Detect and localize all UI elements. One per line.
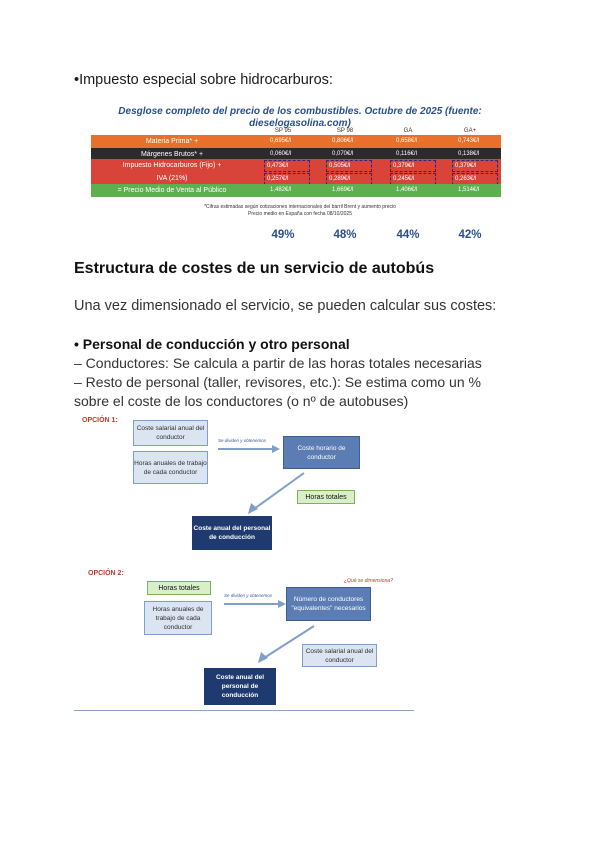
tax-percentage: 48% xyxy=(333,229,357,241)
cell: 0,695€/l xyxy=(270,138,292,144)
row-label: Márgenes Brutos* + xyxy=(140,151,204,158)
intro-bullet: •Impuesto especial sobre hidrocarburos: xyxy=(74,72,333,88)
section-title: Estructura de costes de un servicio de autobús xyxy=(74,260,435,277)
fuel-table-title-line1: Desglose completo del precio de los combustibles. Octubre de 2025 (fuente: xyxy=(118,106,482,117)
row-label: = Precio Medio de Venta al Público xyxy=(117,187,227,194)
personnel-line-rest: – Resto de personal (taller, revisores, etc.): Se estima como un % xyxy=(74,374,481,390)
cell: 0,379€/l xyxy=(390,160,436,172)
cell: 0,473€/l xyxy=(264,160,310,172)
cell: 0,060€/l xyxy=(270,151,292,157)
cell: 1,514€/l xyxy=(458,187,480,193)
divider xyxy=(74,710,414,711)
col-header-ga-plus: GA+ xyxy=(463,128,477,134)
cell: 0,245€/l xyxy=(390,173,436,185)
cell: 1,482€/l xyxy=(270,187,292,193)
option2-box-annual-cost: Coste salarial anual del conductor xyxy=(302,644,377,667)
row-label: IVA (21%) xyxy=(156,175,188,182)
option2-arrow-right-icon xyxy=(224,599,286,609)
table-notes xyxy=(0,204,600,218)
col-header-ga: GA xyxy=(403,128,413,134)
cell: 1,669€/l xyxy=(332,187,354,193)
option2-arrow-text: Se dividen y obtenemos xyxy=(224,593,273,598)
tax-percentage: 49% xyxy=(271,229,295,241)
cell: 0,505€/l xyxy=(326,160,372,172)
option2-box-annual-hours: Horas anuales de trabajo de cada conductor xyxy=(144,601,212,635)
cell: 0,138€/l xyxy=(458,151,480,157)
table-row-impuesto xyxy=(91,159,501,173)
tax-percentage: 44% xyxy=(396,229,420,241)
cell: 0,289€/l xyxy=(326,173,372,185)
option1-box-annual-hours: Horas anuales de trabajo de cada conductor xyxy=(133,451,208,484)
option2-box-result: Coste anual del personal de conducción xyxy=(204,668,276,705)
option1-arrow-right-icon xyxy=(218,444,280,454)
option1-box-result: Coste anual del personal de conducción xyxy=(192,516,272,550)
option1-label: OPCIÓN 1: xyxy=(82,417,118,424)
cell: 0,379€/l xyxy=(452,160,498,172)
option2-label: OPCIÓN 2: xyxy=(88,570,124,577)
cell: 0,263€/l xyxy=(452,173,498,185)
row-label: Materia Prima* + xyxy=(145,138,199,145)
cell: 0,658€/l xyxy=(396,138,418,144)
cell: 0,257€/l xyxy=(264,173,310,185)
table-note-1: *Cifras estimadas según cotizaciones internacionales del barril Brent y aumento precio xyxy=(204,204,396,210)
option1-box-total-hours: Horas totales xyxy=(297,490,355,504)
cell: 0,806€/l xyxy=(332,138,354,144)
option1-arrow-text: Se dividen y obtenemos xyxy=(218,438,267,443)
option1-box-annual-cost: Coste salarial anual del conductor xyxy=(133,420,208,446)
intro-paragraph: Una vez dimensionado el servicio, se pueden calcular sus costes: xyxy=(74,298,497,314)
fuel-table-title xyxy=(0,106,600,130)
tax-percentage: 42% xyxy=(458,229,482,241)
cell: 0,070€/l xyxy=(332,151,354,157)
table-row-precio-medio xyxy=(91,184,501,197)
row-label: Impuesto Hidrocarburos (Fijo) + xyxy=(122,162,222,169)
personnel-line-rest-cont: sobre el coste de los conductores (o nº de autobuses) xyxy=(74,393,409,409)
fuel-table-title-line2: dieselogasolina.com) xyxy=(249,118,351,129)
cell: 0,116€/l xyxy=(396,151,417,157)
col-header-sp95: SP 95 xyxy=(274,128,292,134)
table-note-2: Precio medio en España con fecha 08/10/2025 xyxy=(248,211,352,217)
cell: 1,406€/l xyxy=(396,187,418,193)
option2-box-num-drivers: Número de conductores "equivalentes" necesarios xyxy=(286,587,371,621)
option1-box-hourly-cost: Coste horario de conductor xyxy=(283,436,360,469)
col-header-sp98: SP 98 xyxy=(336,128,354,134)
table-row-materia-prima xyxy=(91,135,501,148)
cell: 0,743€/l xyxy=(458,138,480,144)
personnel-line-drivers: – Conductores: Se calcula a partir de las horas totales necesarias xyxy=(74,355,482,371)
personnel-heading: • Personal de conducción y otro personal xyxy=(74,336,350,352)
option2-question: ¿Qué se dimensiona? xyxy=(344,578,393,584)
option2-box-total-hours: Horas totales xyxy=(147,581,211,595)
